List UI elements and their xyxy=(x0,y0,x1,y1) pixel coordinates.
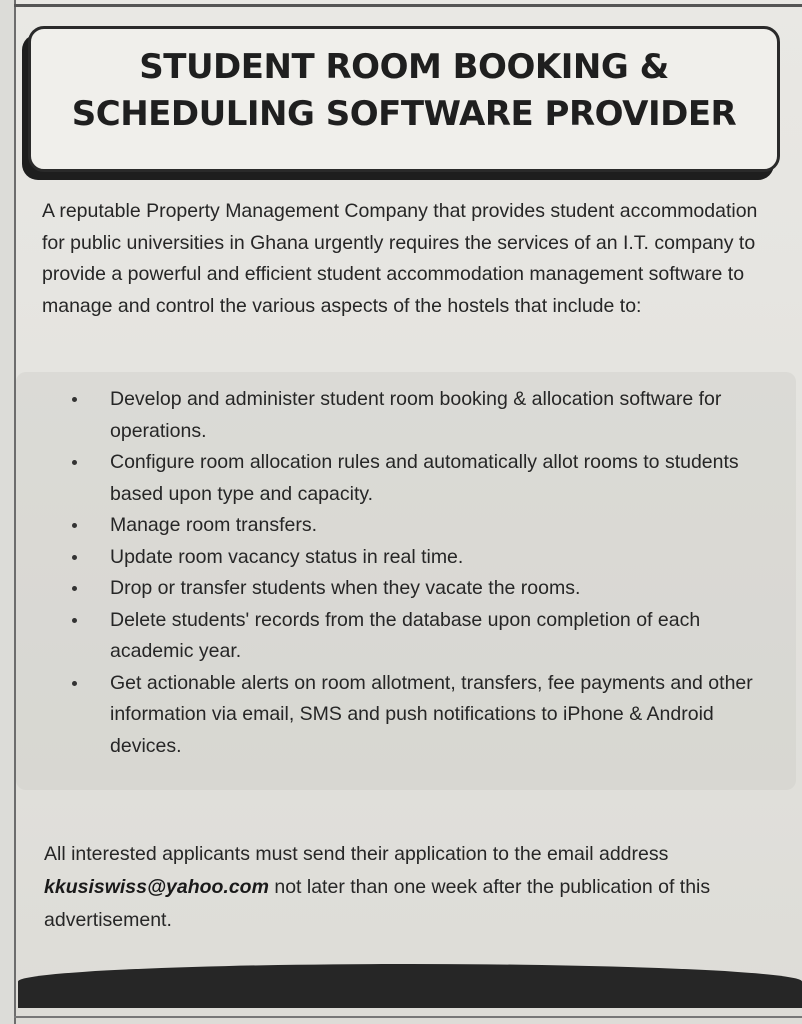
title-box xyxy=(28,26,780,172)
list-item-text: Delete students' records from the database upon completion of each academic year. xyxy=(110,608,701,662)
bullet-icon xyxy=(72,397,77,402)
bullet-icon xyxy=(72,523,77,528)
requirements-list xyxy=(60,384,780,762)
intro-paragraph: A reputable Property Management Company that provides student accommodation for public universities in Ghana urgently requires the services of an I.T. company to provide a powerful and efficient student accommodation management software to manage and control the various aspects of the hostels that include to: xyxy=(42,200,758,317)
list-item-text: Develop and administer student room booking & allocation software for operations. xyxy=(110,388,722,442)
list-item xyxy=(60,542,780,574)
closing-text-start: All interested applicants must send their application to the email address xyxy=(44,843,669,865)
closing-paragraph xyxy=(44,838,784,937)
ad-title-line-2: SCHEDULING SOFTWARE PROVIDER xyxy=(71,94,737,134)
list-item-text: Configure room allocation rules and automatically allot rooms to students based upon type and capacity. xyxy=(110,451,739,505)
list-item xyxy=(60,447,780,510)
list-item xyxy=(60,384,780,447)
list-item xyxy=(60,605,780,668)
list-item xyxy=(60,668,780,763)
list-item-text: Manage room transfers. xyxy=(110,514,318,536)
bottom-decorative-bar xyxy=(18,964,802,1008)
ad-title-line-1: STUDENT ROOM BOOKING & xyxy=(139,47,669,87)
list-item-text: Update room vacancy status in real time. xyxy=(110,545,464,568)
list-item-text: Drop or transfer students when they vacate the rooms. xyxy=(110,577,581,599)
list-item-text: Get actionable alerts on room allotment, transfers, fee payments and other information via email, SMS and push notifications to iPhone & Android devices. xyxy=(110,671,753,757)
list-item xyxy=(60,573,780,605)
bullet-icon xyxy=(72,555,77,560)
bullet-icon xyxy=(72,460,77,465)
top-rule xyxy=(14,4,802,7)
closing-text-end: not later than one week after the publication of this advertisement. xyxy=(44,876,711,931)
bottom-rule xyxy=(14,1016,802,1018)
contact-email[interactable]: kkusiswiss@yahoo.com xyxy=(44,876,269,898)
bullet-icon xyxy=(72,681,77,686)
bullet-icon xyxy=(72,586,77,591)
list-item xyxy=(60,510,780,542)
bullet-icon xyxy=(72,618,77,623)
